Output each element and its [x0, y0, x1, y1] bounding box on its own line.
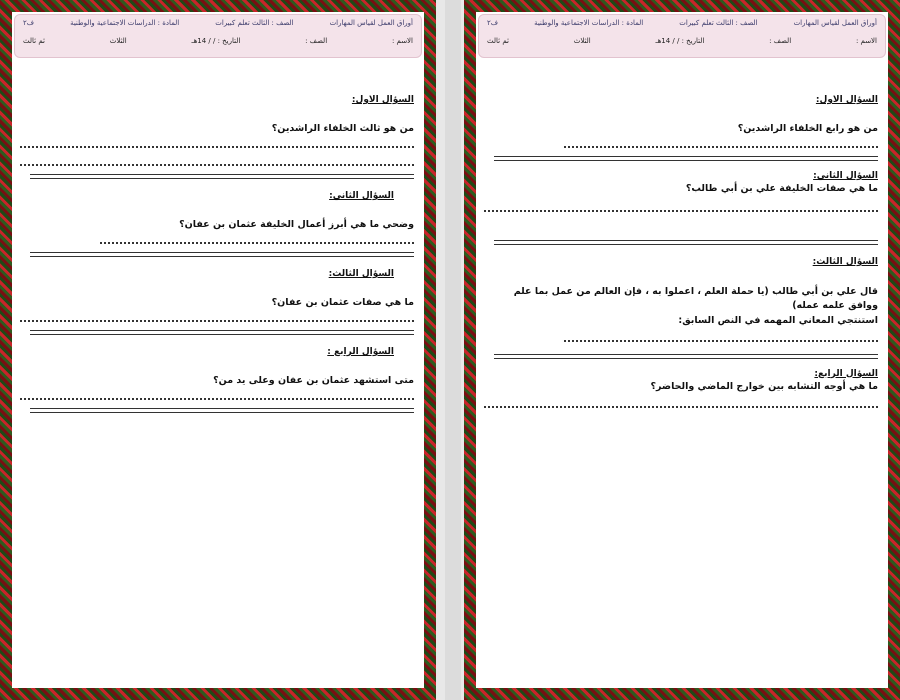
answer-line[interactable]	[484, 406, 878, 408]
header-title: أوراق العمل لقياس المهارات	[793, 19, 877, 27]
page-gap	[445, 0, 461, 700]
q3-text: قال علي بن أبي طالب (يا حملة العلم ، اعملوا به ، فإن العالم من عمل بما علم ووافق علمه عمله)	[513, 286, 878, 311]
header-date-label: التاريخ : / / 14هـ	[655, 37, 705, 45]
answer-line[interactable]	[100, 242, 414, 244]
q2-title: السؤال الثاني:	[813, 171, 878, 181]
answer-line[interactable]	[564, 340, 878, 342]
answer-line[interactable]	[564, 146, 878, 148]
q3-sub: استنتجي المعاني المهمه في النص السابق:	[678, 314, 878, 326]
header-code: ف٢	[487, 19, 499, 27]
header-name-label: الاسم :	[391, 37, 413, 45]
q1-title: السؤال الاول:	[815, 95, 878, 105]
q1-text: من هو ثالث الخلفاء الراشدين؟	[271, 123, 414, 134]
separator	[30, 408, 414, 413]
header-grade: الصف : الثالث تعلم كبيرات	[679, 19, 758, 27]
q3-text: ما هي صفات عثمان بن عفان؟	[271, 297, 414, 308]
questions-right	[484, 95, 878, 408]
q4-title: السؤال الرابع:	[814, 368, 878, 379]
answer-line[interactable]	[20, 146, 414, 148]
header-day: الثلاث	[109, 37, 127, 45]
separator	[30, 330, 414, 335]
header-period: ثم ثالث	[23, 37, 45, 45]
header-class-label: الصف :	[769, 37, 792, 45]
answer-line[interactable]	[20, 398, 414, 400]
q3-title: السؤال الثالث:	[812, 257, 878, 267]
q3-title: السؤال الثالث:	[328, 269, 394, 279]
q2-title: السؤال الثاني:	[329, 191, 394, 201]
header-name-label: الاسم :	[855, 37, 877, 45]
separator	[30, 252, 414, 257]
header-grade: الصف : الثالث تعلم كبيرات	[215, 19, 294, 27]
header-period: ثم ثالث	[487, 37, 509, 45]
header-date-label: التاريخ : / / 14هـ	[191, 37, 241, 45]
answer-line[interactable]	[20, 320, 414, 322]
q2-text: وضحي ما هي أبرز أعمال الخليفة عثمان بن عفان؟	[179, 219, 414, 230]
worksheet-page-right	[464, 0, 900, 700]
answer-line[interactable]	[484, 210, 878, 212]
separator	[494, 156, 878, 161]
q1-text: من هو رابع الخلفاء الراشدين؟	[737, 123, 878, 134]
worksheet-header	[14, 14, 422, 58]
q4-title: السؤال الرابع :	[327, 347, 394, 357]
header-day: الثلاث	[573, 37, 591, 45]
header-title: أوراق العمل لقياس المهارات	[329, 19, 413, 27]
header-subject: المادة : الدراسات الاجتماعية والوطنية	[70, 19, 180, 27]
header-code: ف٢	[23, 19, 35, 27]
header-subject: المادة : الدراسات الاجتماعية والوطنية	[534, 19, 644, 27]
questions-left	[20, 95, 414, 413]
separator	[30, 174, 414, 179]
q1-title: السؤال الاول:	[351, 95, 414, 105]
separator	[494, 354, 878, 359]
worksheet-page-left	[0, 0, 436, 700]
answer-line[interactable]	[20, 164, 414, 166]
q2-text: ما هي صفات الخليفة علي بن أبي طالب؟	[685, 183, 878, 194]
q4-text: متى استشهد عثمان بن عفان وعلى يد من؟	[213, 375, 414, 386]
worksheet-header	[478, 14, 886, 58]
q4-text: ما هي أوجه التشابه بين خوارج الماضي والحاضر؟	[650, 380, 878, 392]
header-class-label: الصف :	[305, 37, 328, 45]
separator	[494, 240, 878, 245]
